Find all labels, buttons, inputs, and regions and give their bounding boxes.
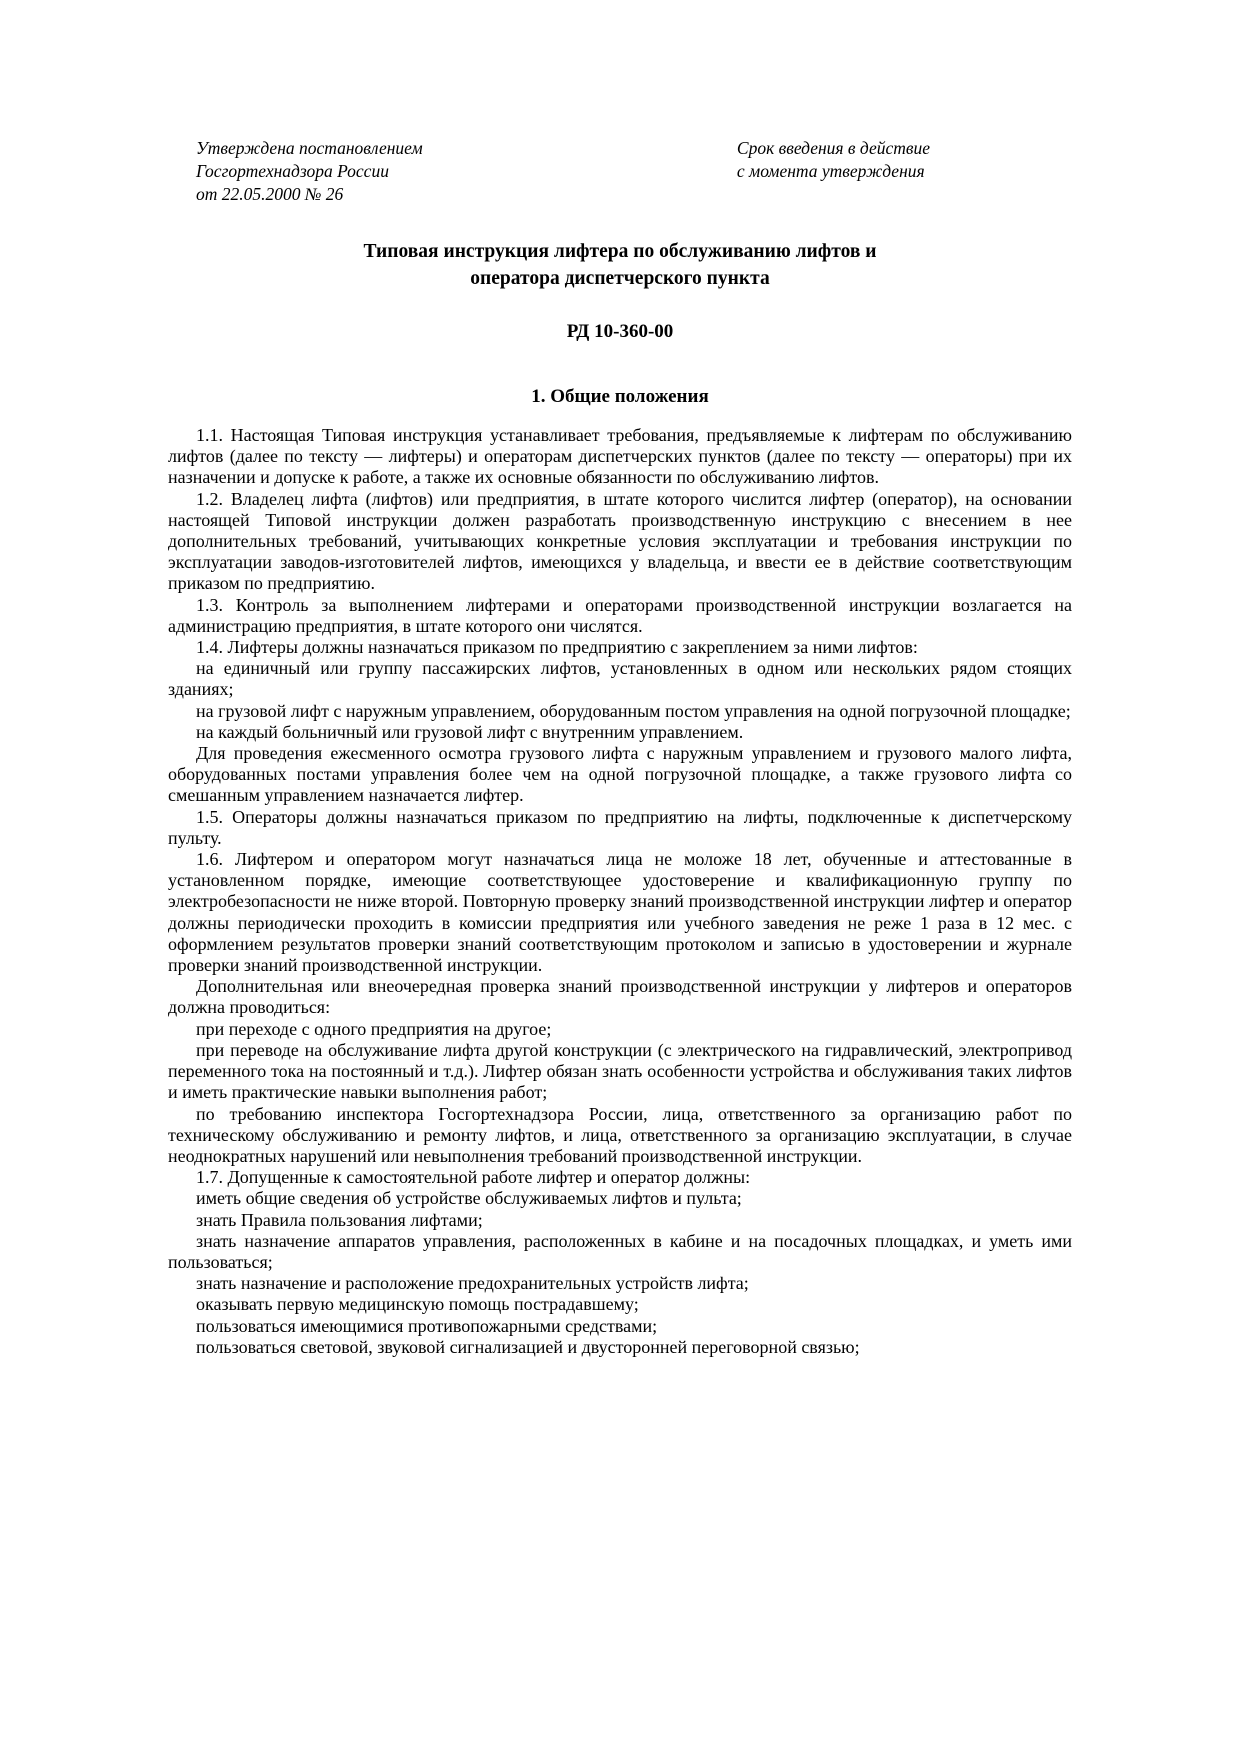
paragraph: 1.7. Допущенные к самостоятельной работе лифтер и оператор должны: bbox=[196, 1167, 751, 1188]
paragraph: на грузовой лифт с наружным управлением, оборудованным постом управления на одной погрузочной площадке; bbox=[196, 700, 1071, 721]
paragraph: по требованию инспектора Госгортехнадзора России, лица, ответственного за организацию работ по техническому обслуживанию и ремонту лифтов, и лица, ответственного за организацию эксплуатации, в случае неоднократных нарушений или невыполнения требований производственной инструкции. bbox=[168, 1103, 1072, 1166]
paragraph: оказывать первую медицинскую помощь пострадавшему; bbox=[196, 1294, 639, 1315]
paragraph: 1.6. Лифтером и оператором могут назначаться лица не моложе 18 лет, обученные и аттестованные в установленном порядке, имеющие соответствующее удостоверение и квалификационную группу по электробезопасности не ниже второй. Повторную проверку знаний производственной инструкции лифтер и оператор должны периодически проходить в комиссии предприятия или учебного заведения не реже 1 раза в 12 мес. с оформлением результатов проверки знаний соответствующим протоколом и записью в удостоверении и журнале проверки знаний производственной инструкции. bbox=[168, 849, 1072, 976]
paragraph: пользоваться световой, звуковой сигнализацией и двусторонней переговорной связью; bbox=[196, 1336, 860, 1357]
paragraph: пользоваться имеющимися противопожарными средствами; bbox=[196, 1315, 658, 1336]
paragraph: знать назначение и расположение предохранительных устройств лифта; bbox=[196, 1273, 749, 1294]
paragraph: при переводе на обслуживание лифта другой конструкции (с электрического на гидравлический, электропривод переменного тока на постоянный и т.д.). Лифтер обязан знать особенности устройства и обслуживания таких лифтов и иметь практические навыки выполнения работ; bbox=[168, 1039, 1072, 1103]
approval-line: Госгортехнадзора России bbox=[196, 161, 389, 181]
paragraph: на каждый больничный или грузовой лифт с внутренним управлением. bbox=[196, 721, 744, 742]
approval-line: от 22.05.2000 № 26 bbox=[196, 184, 344, 204]
paragraph: 1.2. Владелец лифта (лифтов) или предприятия, в штате которого числится лифтер (оператор), на основании настоящей Типовой инструкции должен разработать производственную инструкцию с внесением в нее дополнительных требований, учитывающих конкретные условия эксплуатации и требования инструкции по эксплуатации заводов-изготовителей лифтов, имеющихся у владельца, и ввести ее в действие соответствующим приказом по предприятию. bbox=[168, 488, 1072, 594]
effective-date-note bbox=[737, 137, 930, 206]
effective-line: с момента утверждения bbox=[736, 161, 925, 181]
document-title-line: оператора диспетчерского пункта bbox=[470, 268, 770, 289]
paragraph: 1.4. Лифтеры должны назначаться приказом по предприятию с закреплением за ними лифтов: bbox=[196, 637, 918, 658]
document-title-line: Типовая инструкция лифтера по обслуживанию лифтов и bbox=[363, 241, 877, 262]
paragraph: 1.5. Операторы должны назначаться приказом по предприятию на лифты, подключенные к диспетчерскому пульту. bbox=[168, 806, 1072, 848]
section-body bbox=[168, 425, 1072, 1358]
paragraph: Дополнительная или внеочередная проверка знаний производственной инструкции у лифтеров и операторов должна проводиться: bbox=[168, 976, 1072, 1018]
paragraph: на единичный или группу пассажирских лифтов, установленных в одном или нескольких рядом стоящих зданиях; bbox=[168, 658, 1072, 700]
effective-line: Срок введения в действие bbox=[736, 138, 930, 158]
document-title bbox=[168, 238, 1072, 292]
paragraph: знать Правила пользования лифтами; bbox=[196, 1209, 483, 1230]
paragraph: 1.3. Контроль за выполнением лифтерами и операторами производственной инструкции возлагается на администрацию предприятия, в штате которого они числятся. bbox=[168, 594, 1072, 636]
paragraph: Для проведения ежесменного осмотра грузового лифта с наружным управлением и грузового малого лифта, оборудованных постами управления более чем на одной погрузочной площадке, а также грузового лифта со смешанным управлением назначается лифтер. bbox=[168, 743, 1072, 806]
approval-line: Утверждена постановлением bbox=[196, 138, 423, 158]
paragraph: знать назначение аппаратов управления, расположенных в кабине и на посадочных площадках, и уметь ими пользоваться; bbox=[168, 1230, 1072, 1272]
section-heading: 1. Общие положения bbox=[531, 386, 709, 407]
document-content bbox=[168, 137, 1072, 1358]
approval-stamp bbox=[196, 137, 423, 206]
paragraph: иметь общие сведения об устройстве обслуживаемых лифтов и пульта; bbox=[196, 1188, 742, 1209]
paragraph: при переходе с одного предприятия на другое; bbox=[196, 1018, 552, 1039]
document-header bbox=[168, 137, 1072, 206]
paragraph: 1.1. Настоящая Типовая инструкция устанавливает требования, предъявляемые к лифтерам по обслуживанию лифтов (далее по тексту — лифтеры) и операторам диспетчерских пунктов (далее по тексту — операторы) при их назначении и допуске к работе, а также их основные обязанности по обслуживанию лифтов. bbox=[168, 425, 1072, 488]
document-number: РД 10-360-00 bbox=[566, 321, 674, 342]
